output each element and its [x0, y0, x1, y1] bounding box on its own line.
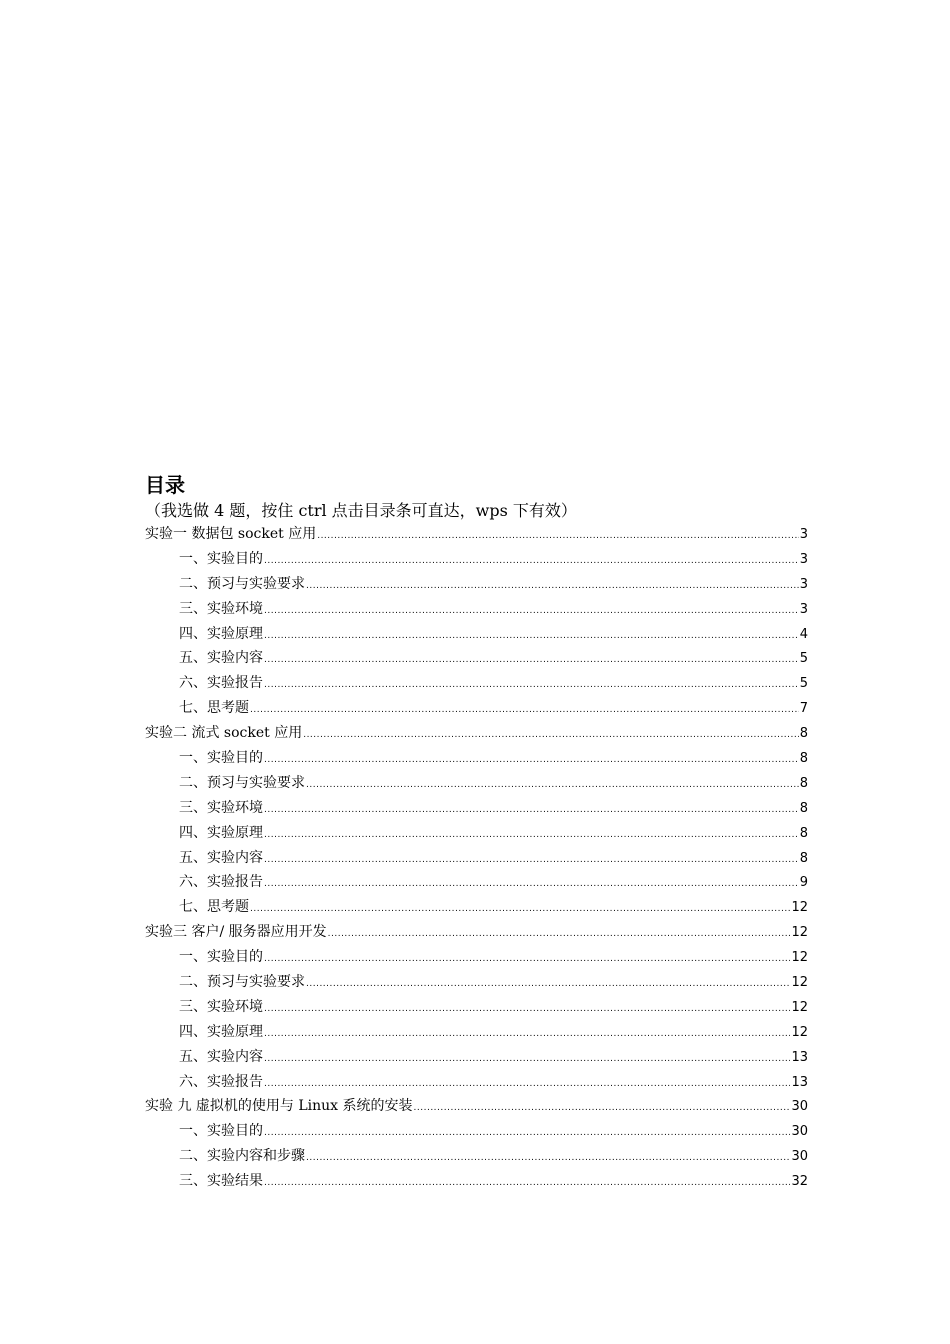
toc-entry-label: 六、实验报告 [179, 675, 263, 692]
toc-dot-leader [264, 648, 799, 673]
toc-dot-leader [264, 947, 790, 972]
toc-page-number: 12 [791, 900, 808, 916]
toc-entry-label: 五、实验内容 [179, 650, 263, 667]
toc-page-number: 8 [799, 800, 808, 816]
toc-section-entry[interactable] [145, 646, 808, 671]
toc-entry-label: 一、实验目的 [179, 750, 263, 767]
toc-section-entry[interactable] [145, 995, 808, 1020]
toc-section-entry[interactable] [145, 1020, 808, 1045]
toc-entry-label: 实验三 客户/ 服务器应用开发 [145, 924, 327, 941]
toc-chapter-entry[interactable] [145, 1094, 808, 1119]
toc-section-entry[interactable] [145, 846, 808, 871]
toc-entry-label: 实验 九 虚拟机的使用与 Linux 系统的安装 [145, 1098, 413, 1115]
toc-dot-leader [264, 549, 799, 574]
toc-note: （我选做 4 题，按住 ctrl 点击目录条可直达，wps 下有效） [145, 501, 577, 520]
toc-section-entry[interactable] [145, 1169, 808, 1194]
toc-dot-leader [264, 823, 799, 848]
toc-page-number: 30 [791, 1099, 808, 1115]
toc-dot-leader [306, 574, 799, 599]
toc-section-entry[interactable] [145, 547, 808, 572]
toc-entry-label: 一、实验目的 [179, 949, 263, 966]
toc-dot-leader [328, 922, 791, 947]
toc-dot-leader [264, 1171, 790, 1196]
toc-page-number: 32 [791, 1174, 808, 1190]
toc-page-number: 30 [791, 1124, 808, 1140]
toc-entry-label: 四、实验原理 [179, 1023, 263, 1040]
toc-section-entry[interactable] [145, 597, 808, 622]
toc-page-number: 5 [799, 676, 808, 692]
toc-entry-label: 二、预习与实验要求 [179, 974, 305, 991]
toc-dot-leader [264, 848, 799, 873]
toc-page-number: 4 [799, 626, 808, 642]
toc-entry-label: 一、实验目的 [179, 1123, 263, 1140]
toc-section-entry[interactable] [145, 1070, 808, 1095]
toc-page-number: 12 [791, 1024, 808, 1040]
toc-page-number: 3 [799, 527, 808, 542]
toc-entry-label: 五、实验内容 [179, 849, 263, 866]
toc-entry-label: 二、实验内容和步骤 [179, 1148, 305, 1165]
toc-dot-leader [264, 1121, 790, 1146]
toc-chapter-entry[interactable] [145, 721, 808, 746]
toc-entry-label: 三、实验环境 [179, 799, 263, 816]
toc-chapter-entry[interactable] [145, 920, 808, 945]
toc-entry-label: 六、实验报告 [179, 874, 263, 891]
toc-page-number: 5 [799, 651, 808, 667]
toc-page-number: 8 [799, 825, 808, 841]
toc-page-number: 12 [791, 999, 808, 1015]
toc-section-entry[interactable] [145, 671, 808, 696]
toc-page-number: 12 [791, 925, 808, 941]
toc-page-number: 8 [799, 775, 808, 791]
toc-page-number: 3 [799, 601, 808, 617]
toc-page-number: 8 [799, 850, 808, 866]
toc-page-number: 9 [799, 875, 808, 891]
toc-entry-label: 三、实验环境 [179, 998, 263, 1015]
toc-list [145, 522, 808, 1194]
toc-page-number: 7 [799, 701, 808, 717]
toc-section-entry[interactable] [145, 1045, 808, 1070]
toc-entry-label: 实验一 数据包 socket 应用 [145, 526, 317, 542]
toc-section-entry[interactable] [145, 945, 808, 970]
toc-dot-leader [264, 798, 799, 823]
toc-dot-leader [264, 599, 799, 624]
toc-dot-leader [306, 1146, 790, 1171]
toc-section-entry[interactable] [145, 1144, 808, 1169]
toc-dot-leader [264, 1022, 790, 1047]
toc-section-entry[interactable] [145, 572, 808, 597]
toc-page-number: 30 [791, 1149, 808, 1165]
toc-dot-leader [414, 1096, 791, 1121]
toc-entry-label: 一、实验目的 [179, 550, 263, 567]
toc-page-number: 8 [799, 726, 808, 742]
toc-page-number: 12 [791, 950, 808, 966]
toc-section-entry[interactable] [145, 1119, 808, 1144]
toc-section-entry[interactable] [145, 970, 808, 995]
toc-entry-label: 七、思考题 [179, 700, 249, 717]
toc-page-number: 13 [791, 1074, 808, 1090]
toc-entry-label: 三、实验结果 [179, 1173, 263, 1190]
toc-dot-leader [250, 698, 799, 723]
toc-dot-leader [306, 773, 799, 798]
toc-dot-leader [264, 997, 790, 1022]
toc-section-entry[interactable] [145, 895, 808, 920]
toc-section-entry[interactable] [145, 696, 808, 721]
toc-entry-label: 实验二 流式 socket 应用 [145, 725, 303, 742]
toc-page-number: 12 [791, 975, 808, 991]
toc-entry-label: 七、思考题 [179, 899, 249, 916]
toc-section-entry[interactable] [145, 746, 808, 771]
toc-dot-leader [306, 972, 790, 997]
toc-section-entry[interactable] [145, 796, 808, 821]
toc-entry-label: 四、实验原理 [179, 824, 263, 841]
toc-dot-leader [317, 524, 799, 549]
toc-page-number: 13 [791, 1049, 808, 1065]
toc-dot-leader [264, 673, 799, 698]
toc-entry-label: 三、实验环境 [179, 600, 263, 617]
toc-dot-leader [250, 897, 790, 922]
table-of-contents [145, 470, 808, 1194]
toc-page-number: 3 [799, 576, 808, 592]
toc-page-number: 8 [799, 751, 808, 767]
toc-dot-leader [264, 748, 799, 773]
toc-title: 目录 [145, 473, 185, 497]
toc-section-entry[interactable] [145, 622, 808, 647]
toc-entry-label: 四、实验原理 [179, 625, 263, 642]
toc-page-number: 3 [799, 551, 808, 567]
toc-entry-label: 五、实验内容 [179, 1048, 263, 1065]
toc-dot-leader [264, 624, 799, 649]
toc-section-entry[interactable] [145, 771, 808, 796]
toc-chapter-entry[interactable] [145, 522, 808, 547]
toc-entry-label: 二、预习与实验要求 [179, 575, 305, 592]
toc-dot-leader [264, 1072, 790, 1097]
toc-dot-leader [264, 1047, 790, 1072]
toc-dot-leader [303, 723, 799, 748]
toc-section-entry[interactable] [145, 821, 808, 846]
toc-dot-leader [264, 872, 799, 897]
toc-entry-label: 二、预习与实验要求 [179, 774, 305, 791]
toc-entry-label: 六、实验报告 [179, 1073, 263, 1090]
toc-section-entry[interactable] [145, 870, 808, 895]
